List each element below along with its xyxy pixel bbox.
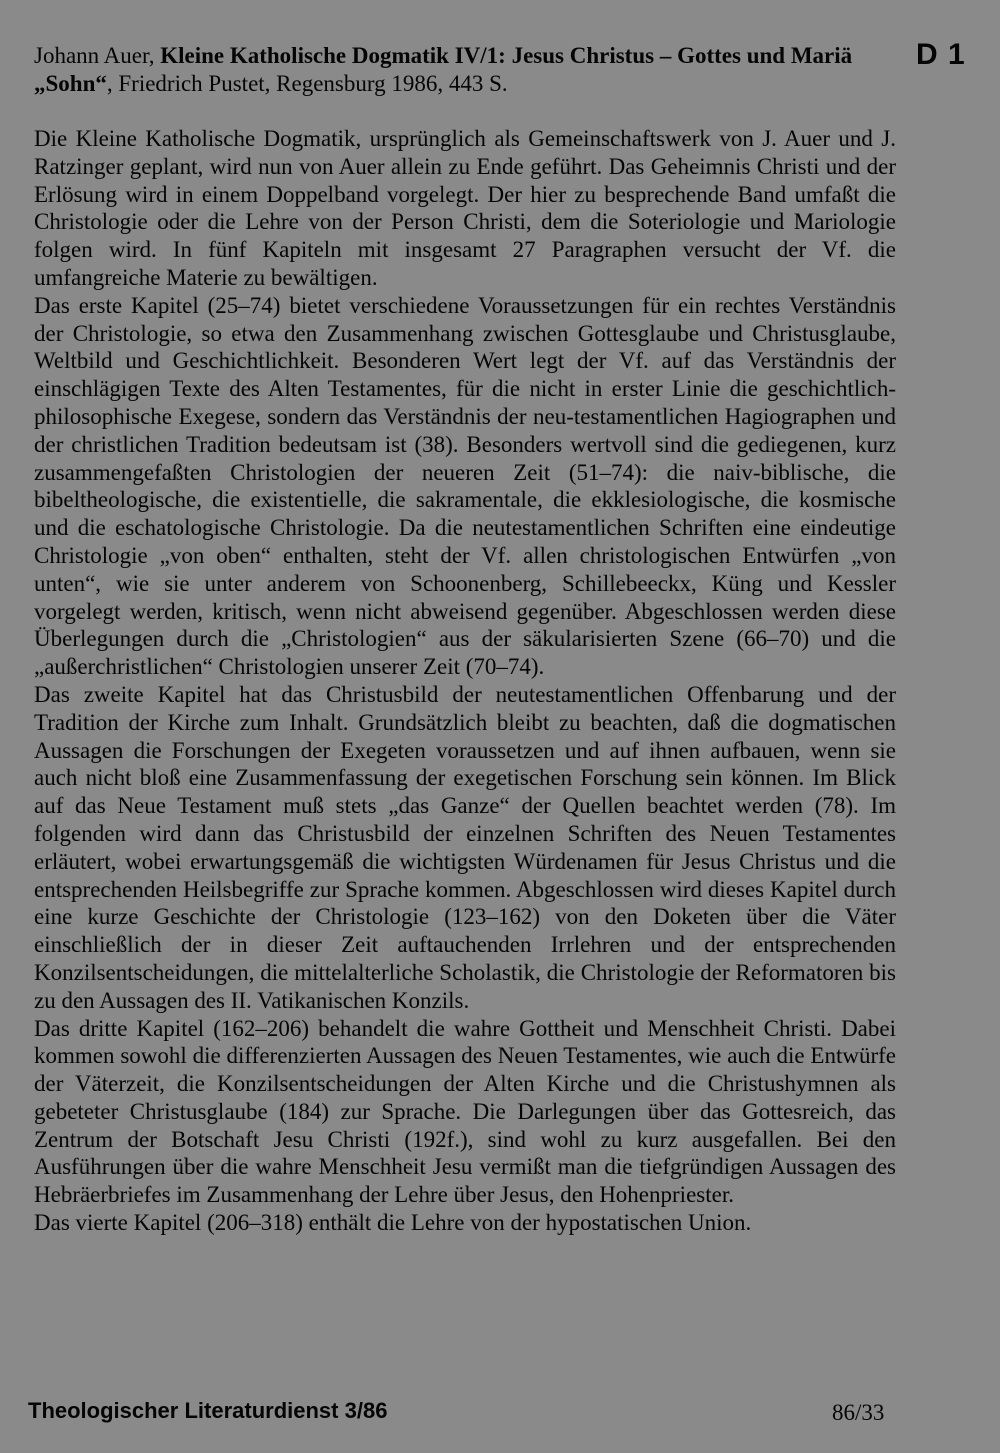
journal-name: Theologischer Literaturdienst 3/86: [28, 1398, 388, 1423]
book-title: Kleine Katholische Dogmatik IV/1: Jesus Christus – Gottes und Mariä „Sohn“: [34, 43, 853, 96]
paragraph: Die Kleine Katholische Dogmatik, ursprünglich als Gemeinschaftswerk von J. Auer und J. Ratzinger geplant, wird nun von Auer allein zu Ende geführt. Das Geheimnis Christi und der Erlösung wird in einem Doppelband vorgelegt. Der hier zu besprechende Band umfaßt die Christologie oder die Lehre von der Person Christi, dem die Soteriologie und Mariologie folgen wird. In fünf Kapiteln mit insgesamt 27 Paragraphen versucht der Vf. die umfangreiche Materie zu bewältigen.: [34, 126, 896, 290]
publisher-info: , Friedrich Pustet, Regensburg 1986, 443 S.: [106, 71, 508, 96]
paragraph: Das vierte Kapitel (206–318) enthält die Lehre von der hypostatischen Union.: [34, 1210, 752, 1236]
author-name: Johann Auer,: [34, 43, 161, 68]
page-number: 86/33: [832, 1400, 885, 1425]
bibliographic-header: [34, 42, 904, 98]
paragraph: Das dritte Kapitel (162–206) behandelt die wahre Gottheit und Menschheit Christi. Dabei kommen sowohl die differenzierten Aussagen des Neuen Testamentes, wie auch die Entwürfe der Väterzeit, die Konzilsentscheidungen der Alten Kirche und die Christushymnen als gebeteter Christusglaube (184) zur Sprache. Die Darlegungen über das Gottesreich, das Zentrum der Botschaft Jesu Christi (192f.), sind wohl zu kurz ausgefallen. Bei den Ausführungen über die wahre Menschheit Jesu vermißt man die tiefgründigen Aussagen des Hebräerbriefes im Zusammenhang der Lehre über Jesus, den Hohenpriester.: [34, 1015, 896, 1208]
review-body: [34, 125, 896, 1237]
paragraph: Das erste Kapitel (25–74) bietet verschiedene Voraussetzungen für ein rechtes Verständnis der Christologie, so etwa den Zusammenhang zwischen Gottesglaube und Christusglaube, Weltbild und Geschichtlichkeit. Besonderen Wert legt der Vf. auf das Verständnis der einschlägigen Texte des Alten Testamentes, für die nicht in erster Linie die geschichtlich-philosophische Exegese, sondern das Verständnis der neu-testamentlichen Hagiographen und der christlichen Tradition bedeutsam ist (38). Besonders wertvoll sind die gediegenen, kurz zusammengefaßten Christologien der neueren Zeit (51–74): die naiv-biblische, die bibeltheologische, die existentielle, die sakramentale, die ekklesiologische, die kosmische und die eschatologische Christologie. Da die neutestamentlichen Schriften eine eindeutige Christologie „von oben“ enthalten, steht der Vf. allen christologischen Entwürfen „von unten“, wie sie unter anderem von Schoonenberg, Schillebeeckx, Küng und Kessler vorgelegt werden, kritisch, wenn nicht abweisend gegenüber. Abgeschlossen werden diese Überlegungen durch die „Christologien“ aus der säkularisierten Szene (66–70) und die „außerchristlichen“ Christologien unserer Zeit (70–74).: [34, 292, 896, 680]
section-marker: D 1: [916, 38, 966, 71]
paragraph: Das zweite Kapitel hat das Christusbild der neutestamentlichen Offenbarung und der Tradition der Kirche zum Inhalt. Grundsätzlich bleibt zu beachten, daß die dogmatischen Aussagen die Forschungen der Exegeten voraussetzen und auf ihnen aufbauen, wenn sie auch nicht bloß eine Zusammenfassung der exegetischen Forschung sein können. Im Blick auf das Neue Testament muß stets „das Ganze“ der Quellen beachtet werden (78). Im folgenden wird dann das Christusbild der einzelnen Schriften des Neuen Testamentes erläutert, wobei erwartungsgemäß die wichtigsten Würdenamen für Jesus Christus und die entsprechenden Heilsbegriffe zur Sprache kommen. Abgeschlossen wird dieses Kapitel durch eine kurze Geschichte der Christologie (123–162) von den Doketen über die Väter einschließlich der in dieser Zeit auftauchenden Irrlehren und der entsprechenden Konzilsentscheidungen, die mittelalterliche Scholastik, die Christologie der Reformatoren bis zu den Aussagen des II. Vatikanischen Konzils.: [34, 681, 896, 1013]
